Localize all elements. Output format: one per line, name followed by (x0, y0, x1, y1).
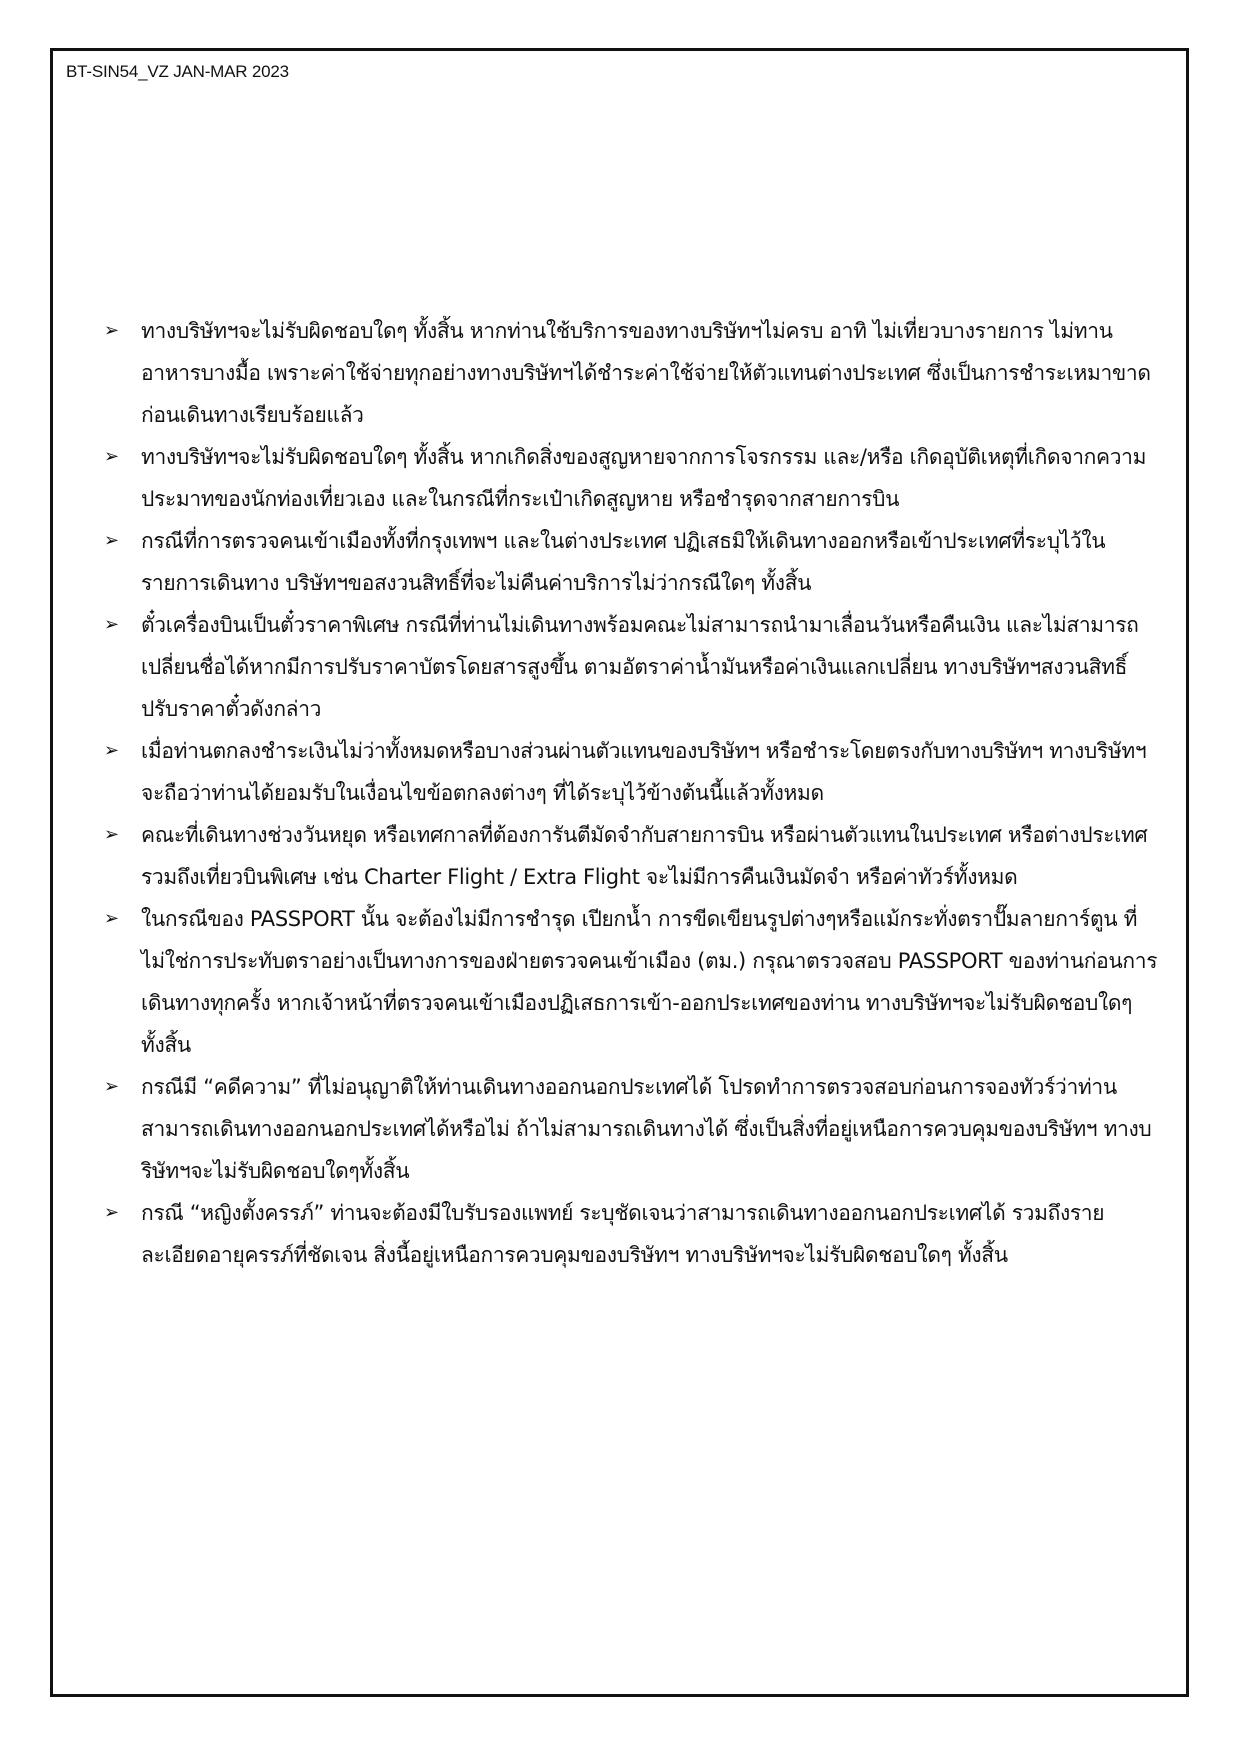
term-item (100, 1066, 1160, 1192)
term-item (100, 310, 1160, 436)
arrow-bullet-icon: ➢ (104, 824, 119, 845)
terms-list (100, 310, 1160, 1276)
document-code: BT-SIN54_VZ JAN-MAR 2023 (66, 62, 289, 81)
arrow-bullet-icon: ➢ (104, 1076, 119, 1097)
arrow-bullet-icon: ➢ (104, 740, 119, 761)
term-text: ทางบริษัทฯจะไม่รับผิดชอบใดๆ ทั้งสิ้น หากท่านใช้บริการของทางบริษัทฯไม่ครบ อาทิ ไม่เที่ยวบางรายการ ไม่ทานอาหารบางมื้อ เพราะค่าใช้จ่ายทุกอย่างทางบริษัทฯได้ชำระค่าใช้จ่ายให้ตัวแทนต่างประเทศ ซึ่งเป็นการชำระเหมาขาดก่อนเดินทางเรียบร้อยแล้ว (141, 319, 1151, 427)
arrow-bullet-icon: ➢ (104, 530, 119, 551)
term-text: ทางบริษัทฯจะไม่รับผิดชอบใดๆ ทั้งสิ้น หากเกิดสิ่งของสูญหายจากการโจรกรรม และ/หรือ เกิดอุบัติเหตุที่เกิดจากความประมาทของนักท่องเที่ยวเอง และในกรณีที่กระเป๋าเกิดสูญหาย หรือชำรุดจากสายการบิน (141, 445, 1147, 511)
term-text: กรณีมี “คดีความ” ที่ไม่อนุญาติให้ท่านเดินทางออกนอกประเทศได้ โปรดทำการตรวจสอบก่อนการจองทัวร์ว่าท่านสามารถเดินทางออกนอกประเทศได้หรือไม่ ถ้าไม่สามารถเดินทางได้ ซึ่งเป็นสิ่งที่อยู่เหนือการควบคุมของบริษัทฯ ทางบริษัทฯจะไม่รับผิดชอบใดๆทั้งสิ้น (141, 1075, 1152, 1183)
arrow-bullet-icon: ➢ (104, 1202, 119, 1223)
term-item (100, 604, 1160, 730)
term-text: ตั๋วเครื่องบินเป็นตั๋วราคาพิเศษ กรณีที่ท่านไม่เดินทางพร้อมคณะไม่สามารถนำมาเลื่อนวันหรือคืนเงิน และไม่สามารถเปลี่ยนชื่อได้หากมีการปรับราคาบัตรโดยสารสูงขึ้น ตามอัตราค่าน้ำมันหรือค่าเงินแลกเปลี่ยน ทางบริษัทฯสงวนสิทธิ์ปรับราคาตั๋วดังกล่าว (141, 613, 1139, 721)
term-item (100, 898, 1160, 1066)
term-item (100, 730, 1160, 814)
term-text: กรณีที่การตรวจคนเข้าเมืองทั้งที่กรุงเทพฯ และในต่างประเทศ ปฏิเสธมิให้เดินทางออกหรือเข้าประเทศที่ระบุไว้ในรายการเดินทาง บริษัทฯขอสงวนสิทธิ์ที่จะไม่คืนค่าบริการไม่ว่ากรณีใดๆ ทั้งสิ้น (141, 529, 1106, 595)
term-item (100, 436, 1160, 520)
arrow-bullet-icon: ➢ (104, 908, 119, 929)
term-text: เมื่อท่านตกลงชำระเงินไม่ว่าทั้งหมดหรือบางส่วนผ่านตัวแทนของบริษัทฯ หรือชำระโดยตรงกับทางบริษัทฯ ทางบริษัทฯจะถือว่าท่านได้ยอมรับในเงื่อนไขข้อตกลงต่างๆ ที่ได้ระบุไว้ข้างต้นนี้แล้วทั้งหมด (141, 739, 1147, 805)
arrow-bullet-icon: ➢ (104, 320, 119, 341)
arrow-bullet-icon: ➢ (104, 614, 119, 635)
arrow-bullet-icon: ➢ (104, 446, 119, 467)
term-text: ในกรณีของ PASSPORT นั้น จะต้องไม่มีการชำรุด เปียกน้ำ การขีดเขียนรูปต่างๆหรือแม้กระทั่งตราปั๊มลายการ์ตูน ที่ไม่ใช่การประทับตราอย่างเป็นทางการของฝ่ายตรวจคนเข้าเมือง (ตม.) กรุณาตรวจสอบ PASSPORT ของท่านก่อนการเดินทางทุกครั้ง หากเจ้าหน้าที่ตรวจคนเข้าเมืองปฏิเสธการเข้า-ออกประเทศของท่าน ทางบริษัทฯจะไม่รับผิดชอบใดๆ ทั้งสิ้น (141, 907, 1158, 1057)
term-text: กรณี “หญิงตั้งครรภ์” ท่านจะต้องมีใบรับรองแพทย์ ระบุชัดเจนว่าสามารถเดินทางออกนอกประเทศได้ รวมถึงรายละเอียดอายุครรภ์ที่ชัดเจน สิ่งนี้อยู่เหนือการควบคุมของบริษัทฯ ทางบริษัทฯจะไม่รับผิดชอบใดๆ ทั้งสิ้น (141, 1201, 1105, 1267)
term-item (100, 1192, 1160, 1276)
term-item (100, 814, 1160, 898)
term-item (100, 520, 1160, 604)
term-text: คณะที่เดินทางช่วงวันหยุด หรือเทศกาลที่ต้องการันตีมัดจำกับสายการบิน หรือผ่านตัวแทนในประเทศ หรือต่างประเทศ รวมถึงเที่ยวบินพิเศษ เช่น Charter Flight / Extra Flight จะไม่มีการคืนเงินมัดจำ หรือค่าทัวร์ทั้งหมด (141, 823, 1148, 889)
